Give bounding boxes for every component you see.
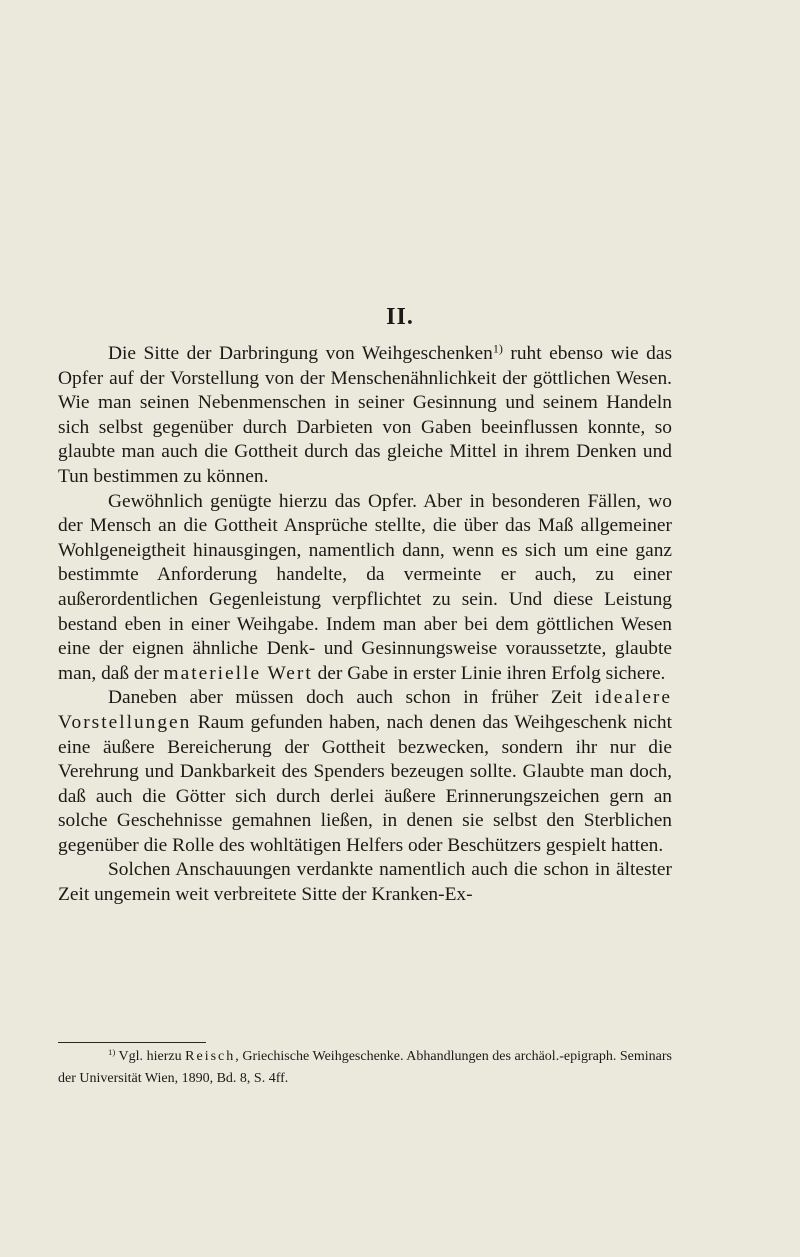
paragraph-3-emphasis: idealere Vorstellungen: [58, 687, 672, 733]
paragraph-3-text-b: Raum gefunden haben, nach denen das Weihgeschenk nicht eine äußere Bereicherung der Gottheit bezwecken, sondern ihr nur die Verehrung und Dankbarkeit des Spenders bezeugen sollte. Glaubte man doch, daß auch die Götter sich durch derlei äußere Erinnerungszeichen gern an solche Geschehnisse gemahnen ließen, in denen sie selbst den Sterblichen gegenüber die Rolle des wohltätigen Helfers oder Beschützers gespielt hatten.: [58, 711, 672, 856]
paragraph-2-text-a: Gewöhnlich genügte hierzu das Opfer. Aber in besonderen Fällen, wo der Mensch an die Gottheit Ansprüche stellte, die über das Maß allgemeiner Wohlgeneigtheit hinausgingen, namentlich dann, wenn es sich um eine ganz bestimmte Anforderung handelte, da vermeinte er auch, zu einer außerordentlichen Gegenleistung verpflichtet zu sein. Und diese Leistung bestand eben in einer Weihgabe. Indem man aber bei dem göttlichen Wesen eine der eignen ähnliche Denk- und Gesinnungsweise voraussetzte, glaubte man, daß der: [58, 490, 672, 684]
paragraph-1-text-a: Die Sitte der Darbringung von Weihgeschenken: [108, 343, 493, 364]
footnote: [58, 1046, 672, 1090]
body-text: [58, 342, 672, 908]
paragraph-1-text-b: ruht ebenso wie das Opfer auf der Vorstellung von der Menschenähnlichkeit der göttlichen Wesen. Wie man seinen Nebenmenschen in seiner Gesinnung und seinem Handeln sich selbst gegenüber durch Darbieten von Gaben beeinflussen konnte, so glaubte man auch die Gottheit durch das gleiche Mittel in ihrem Denken und Tun bestimmen zu können.: [58, 343, 672, 487]
paragraph-4: Solchen Anschauungen verdankte namentlich auch die schon in ältester Zeit ungemein weit verbreitete Sitte der Kranken-Ex-: [58, 859, 672, 906]
paragraph-2: [58, 490, 672, 687]
paragraph-1: [58, 342, 672, 490]
paragraph-2-emphasis: materielle Wert: [163, 662, 313, 684]
paragraph-3-text-a: Daneben aber müssen doch auch schon in früher Zeit: [108, 687, 595, 709]
footnote-divider: [58, 1042, 206, 1043]
footnote-author: Reisch: [185, 1049, 236, 1064]
footnote-reference: 1): [492, 341, 503, 356]
paragraph-2-text-b: der Gabe in erster Linie ihren Erfolg sichere.: [312, 662, 666, 684]
chapter-heading: II.: [386, 304, 414, 330]
paragraph-3: [58, 686, 672, 858]
footnote-mark: 1): [108, 1047, 116, 1058]
footnote-text-a: Vgl. hierzu: [115, 1049, 186, 1064]
footnote-text-b: , Griechische Weihgeschenke. Abhandlungen des archäol.-epigraph. Seminars der Universität Wien, 1890, Bd. 8, S. 4ff.: [58, 1049, 672, 1086]
